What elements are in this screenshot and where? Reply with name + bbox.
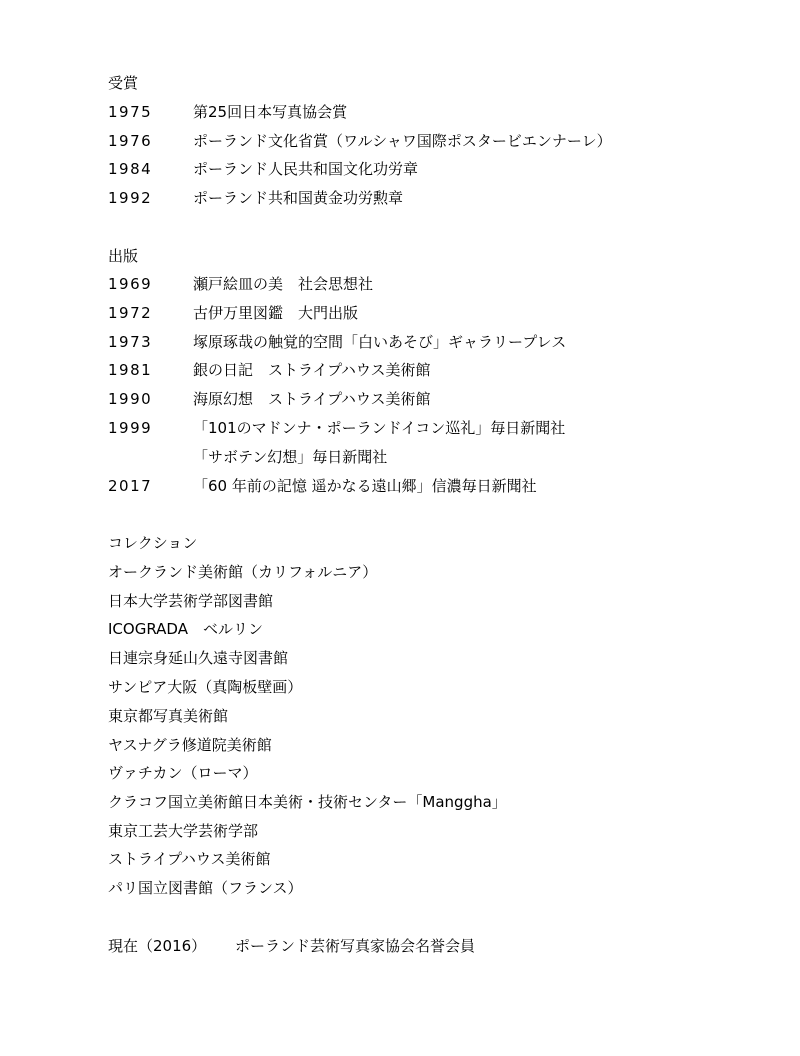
publication-text: 瀬戸絵皿の美 社会思想社 [193,275,374,293]
collection-item: 日本大学芸術学部図書館 [108,592,274,610]
current-text: ポーランド芸術写真家協会名誉会員 [235,937,476,955]
award-item [108,158,418,180]
collection-item: 東京都写真美術館 [108,707,229,725]
collection-item: サンピア大阪（真陶板壁画） [108,678,303,696]
award-year: 1975 [108,103,153,121]
award-text: ポーランド人民共和国文化功労章 [193,160,419,178]
award-text: ポーランド共和国黄金功労勲章 [193,189,404,207]
publication-year: 1972 [108,304,153,322]
publication-year: 1973 [108,333,153,351]
collection-item: ICOGRADA ベルリン [108,620,263,638]
collections-heading: コレクション [108,534,198,552]
publication-text: 「101のマドンナ・ポーランドイコン巡礼」毎日新聞社 [193,419,566,437]
publication-item [108,331,566,353]
publication-text: 「サボテン幻想」毎日新聞社 [193,448,388,466]
collection-item: クラコフ国立美術館日本美術・技術センター「Manggha」 [108,793,507,811]
award-year: 1992 [108,189,153,207]
publication-item [108,388,430,410]
publication-text: 銀の日記 ストライプハウス美術館 [193,361,431,379]
award-year: 1984 [108,160,153,178]
publication-year: 1981 [108,361,153,379]
current-label: 現在（2016） [108,937,207,955]
publication-text: 古伊万里図鑑 大門出版 [193,304,359,322]
awards-heading: 受賞 [108,74,139,92]
award-text: 第25回日本写真協会賞 [193,103,348,121]
award-item [108,130,612,152]
publications-heading: 出版 [108,247,139,265]
publication-item [108,302,358,324]
publication-item [108,417,565,439]
collection-item: 東京工芸大学芸術学部 [108,822,259,840]
collection-item: オークランド美術館（カリフォルニア） [108,563,378,581]
award-text: ポーランド文化省賞（ワルシャワ国際ポスタービエンナーレ） [193,132,612,150]
publication-year: 2017 [108,477,153,495]
collection-item: パリ国立図書館（フランス） [108,879,303,897]
current-membership [108,935,475,957]
award-year: 1976 [108,132,153,150]
publication-year: 1969 [108,275,153,293]
publication-item [108,475,537,497]
publication-item [108,446,387,468]
award-item [108,187,403,209]
award-item [108,101,347,123]
publication-text: 海原幻想 ストライプハウス美術館 [193,390,431,408]
publication-year: 1990 [108,390,153,408]
publication-item [108,359,430,381]
publication-item [108,273,373,295]
publication-year: 1999 [108,419,153,437]
collection-item: ストライプハウス美術館 [108,850,271,868]
collection-item: 日連宗身延山久遠寺図書館 [108,649,289,667]
publication-text: 「60 年前の記憶 遥かなる遠山郷」信濃毎日新聞社 [193,477,537,495]
collection-item: ヤスナグラ修道院美術館 [108,736,272,754]
publication-text: 塚原琢哉の触覚的空間「白いあそび」ギャラリープレス [193,333,567,351]
collection-item: ヴァチカン（ローマ） [108,764,258,782]
